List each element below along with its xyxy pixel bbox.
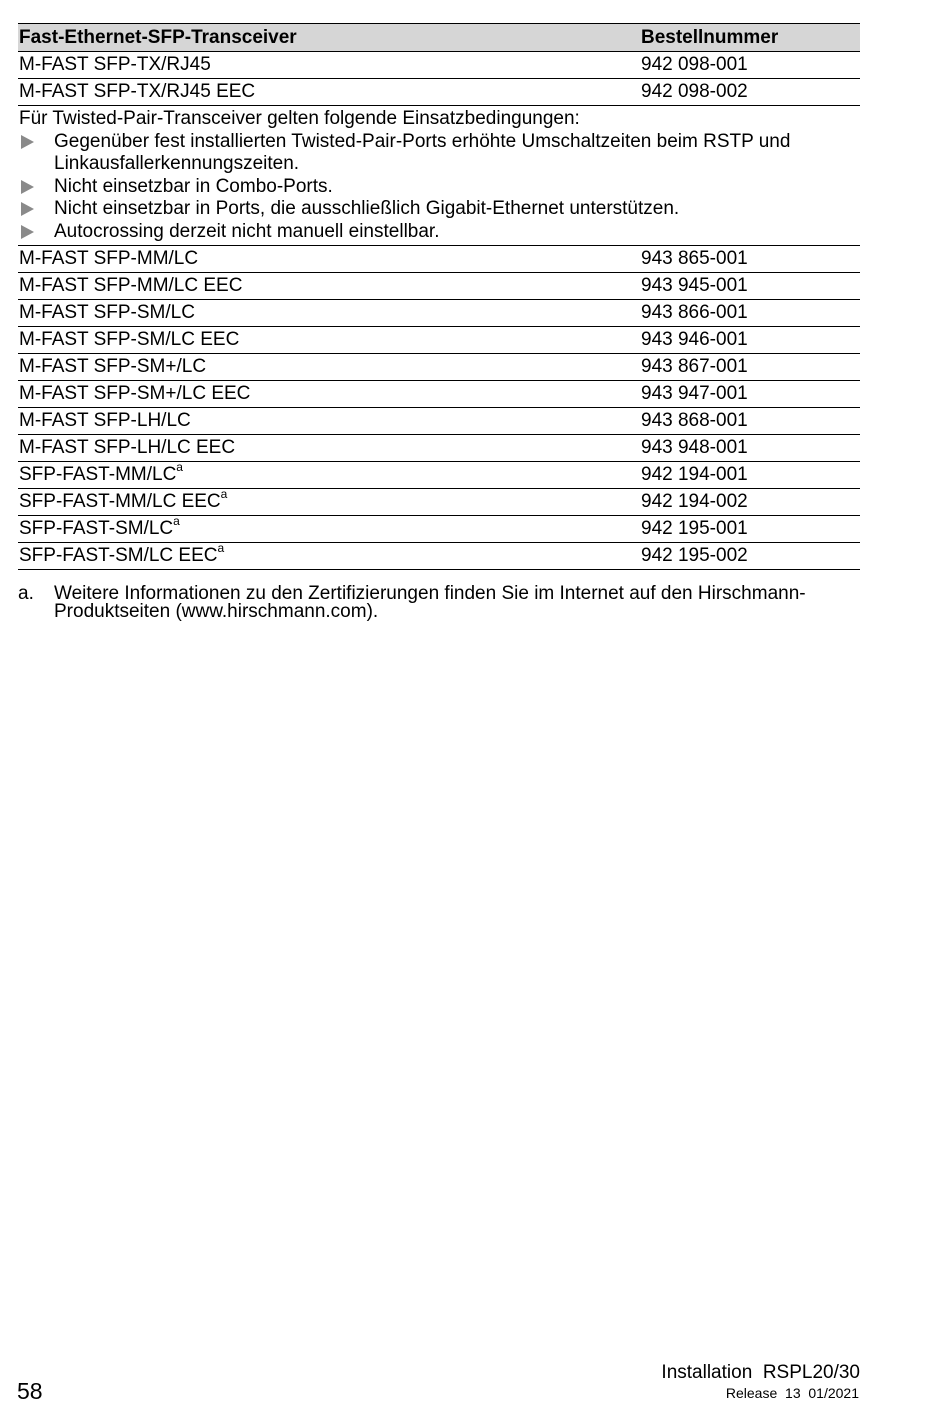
order-number: 942 098-001 [641,54,748,75]
product-name [18,81,641,103]
footnote-ref: a [220,486,228,501]
footer-title: Installation RSPL20/30 [661,1362,860,1383]
product-name [18,329,641,351]
product-name [18,410,641,432]
table-header-row [18,24,860,52]
order-number: 943 865-001 [641,248,748,269]
product-name-text: M-FAST SFP-MM/LC EEC [19,275,243,296]
order-number: 943 866-001 [641,302,748,323]
note-bullet [19,131,860,176]
product-name [18,275,641,297]
product-name [18,540,641,567]
table-row [18,52,860,79]
order-number: 943 868-001 [641,410,748,431]
footnote-text: Weitere Informationen zu den Zertifizierungen finden Sie im Internet auf den Hirschmann-Produktseiten (www.hirschmann.com). [54,583,806,622]
note-bullet [19,221,860,244]
table-row [18,381,860,408]
header-transceiver: Fast-Ethernet-SFP-Transceiver [19,26,297,48]
product-name-text: M-FAST SFP-LH/LC [19,410,191,431]
product-name-text: M-FAST SFP-MM/LC [19,248,199,269]
order-number: 943 945-001 [641,275,748,296]
header-order-number: Bestellnummer [641,26,779,48]
product-name [18,437,641,459]
note-bullet-text: Nicht einsetzbar in Ports, die ausschließlich Gigabit-Ethernet unterstützen. [54,198,680,219]
table-row [18,486,860,516]
order-number: 942 194-001 [641,464,748,485]
product-name-text: M-FAST SFP-LH/LC EEC [19,437,236,458]
footnote-ref: a [217,540,225,555]
order-number: 942 195-002 [641,545,748,566]
table-row [18,408,860,435]
order-number: 943 948-001 [641,437,748,458]
table-row [18,354,860,381]
order-number: 943 947-001 [641,383,748,404]
transceiver-table [18,23,860,570]
table-row [18,540,860,570]
triangle-bullet-icon [19,176,54,199]
product-name [18,248,641,270]
note-intro: Für Twisted-Pair-Transceiver gelten folgende Einsatzbedingungen: [19,108,580,129]
table-row [18,79,860,106]
product-name-text: M-FAST SFP-SM/LC EEC [19,329,240,350]
order-number: 942 098-002 [641,81,748,102]
product-name-text: SFP-FAST-SM/LC EEC [19,545,218,566]
order-number: 942 195-001 [641,518,748,539]
product-name [18,459,641,486]
table-row [18,300,860,327]
triangle-bullet-icon [19,131,54,176]
twisted-pair-note [18,106,860,246]
product-name-text: M-FAST SFP-SM+/LC EEC [19,383,251,404]
triangle-bullet-icon [19,221,54,244]
note-bullet [19,198,860,221]
product-name [18,383,641,405]
table-row [18,273,860,300]
footnote-ref: a [173,513,180,528]
product-name [18,356,641,378]
product-name-text: SFP-FAST-MM/LC EEC [19,491,221,512]
product-name [18,54,641,76]
footer-release: Release 13 01/2021 [725,1385,859,1401]
table-row [18,435,860,462]
product-name-text: M-FAST SFP-TX/RJ45 [19,54,211,75]
product-name-text: SFP-FAST-MM/LC [19,464,177,485]
table-row [18,246,860,273]
product-name-text: M-FAST SFP-SM/LC [19,302,195,323]
footnote [18,585,860,621]
product-name-text: M-FAST SFP-TX/RJ45 EEC [19,81,256,102]
footnote-mark: a. [18,583,34,604]
order-number: 943 867-001 [641,356,748,377]
note-bullet-text: Nicht einsetzbar in Combo-Ports. [54,175,333,197]
product-name-text: M-FAST SFP-SM+/LC [19,356,207,377]
order-number: 943 946-001 [641,329,748,350]
note-bullet-text: Autocrossing derzeit nicht manuell einstellbar. [54,220,440,242]
note-bullet [19,176,860,199]
order-number: 942 194-002 [641,491,748,512]
product-name [18,513,641,540]
product-name [18,486,641,513]
footnote-ref: a [176,459,183,474]
table-row [18,459,860,489]
product-name-text: SFP-FAST-SM/LC [19,518,174,539]
table-row [18,513,860,543]
page-number: 58 [17,1378,43,1404]
product-name [18,302,641,324]
triangle-bullet-icon [19,198,54,221]
note-bullet-text: Gegenüber fest installierten Twisted-Pair-Ports erhöhte Umschaltzeiten beim RSTP und Linkausfallerkennungszeiten. [54,130,791,174]
table-row [18,327,860,354]
